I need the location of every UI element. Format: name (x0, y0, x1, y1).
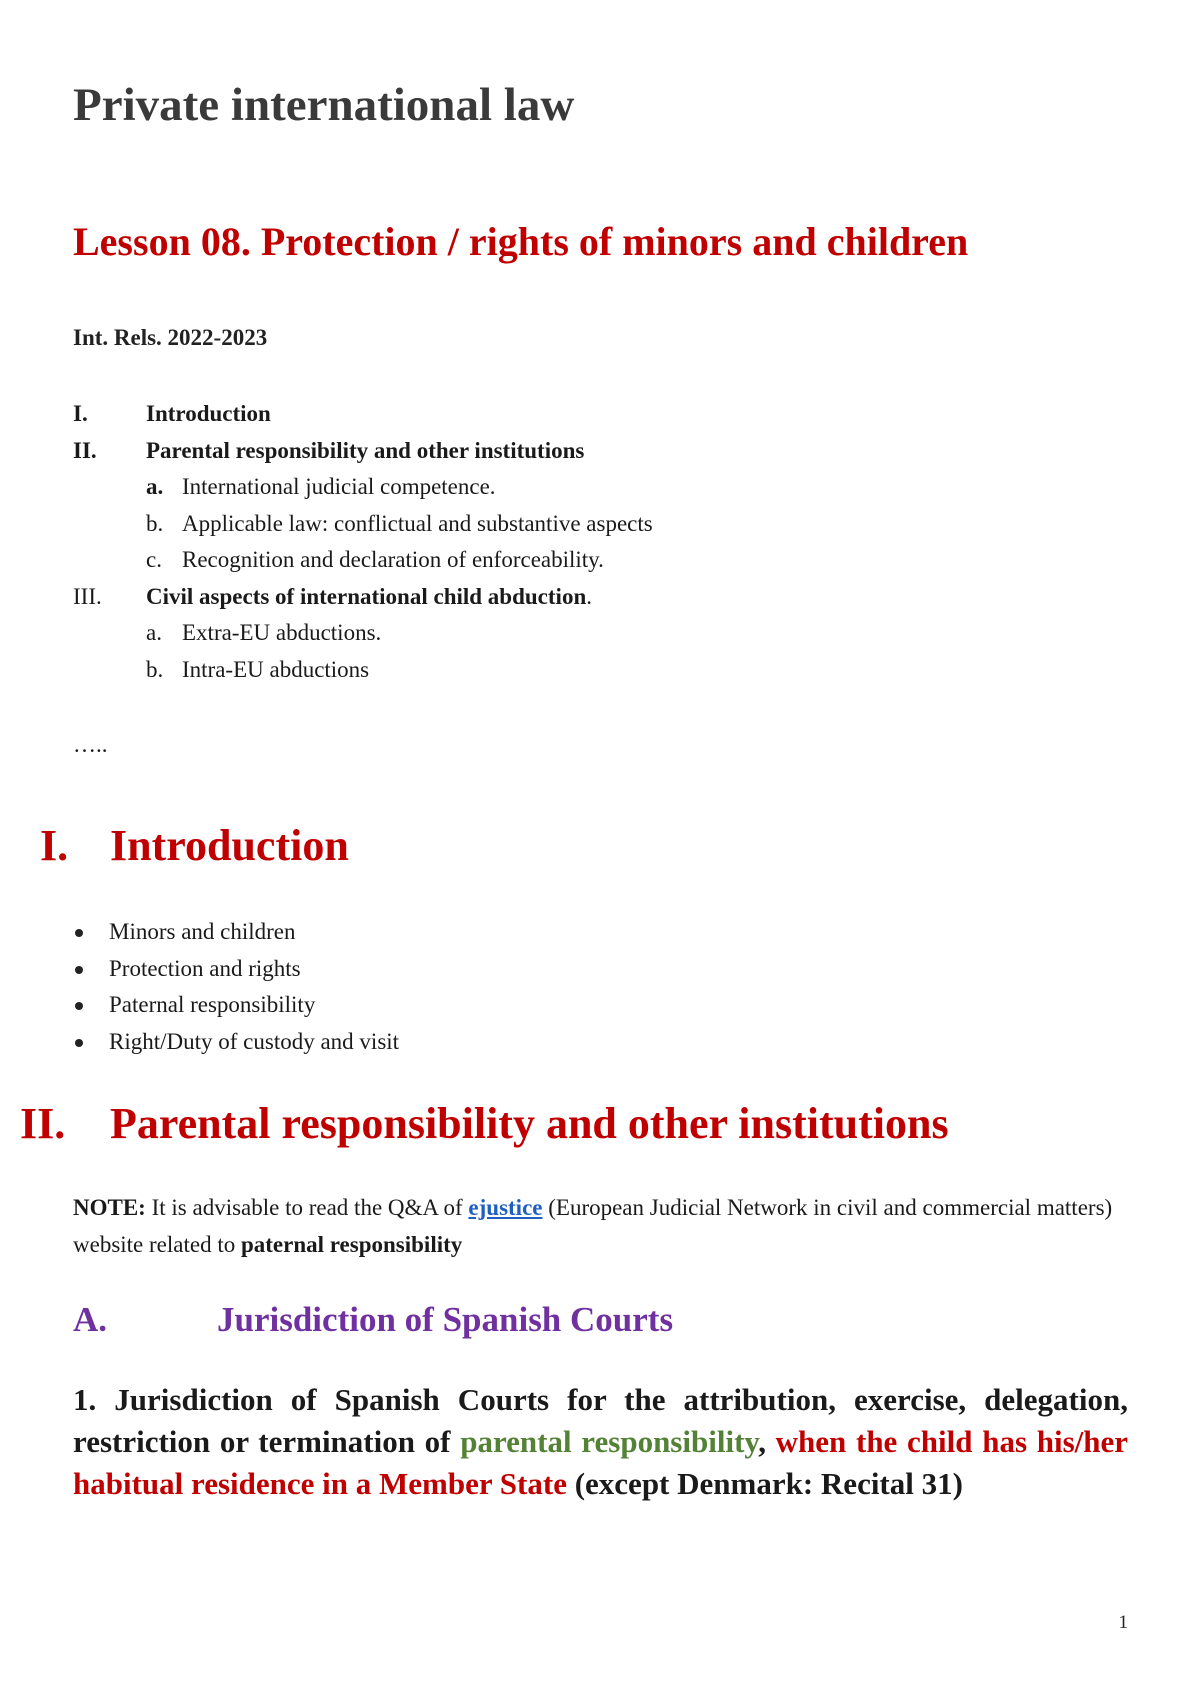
toc-subitem-label: Intra-EU abductions (182, 656, 370, 682)
list-item-text: Minors and children (109, 919, 296, 944)
jurisdiction-paragraph (73, 1379, 1128, 1505)
bullet-icon (75, 1002, 83, 1010)
toc-item-number: II. (73, 437, 97, 463)
toc-item-number: I. (73, 401, 88, 426)
toc-subitem-label: Applicable law: conflictual and substantive aspects (182, 510, 653, 536)
paragraph-text: , (758, 1424, 776, 1459)
note-text: It is advisable to read the Q&A of (145, 1195, 469, 1220)
page-number: 1 (1118, 1612, 1128, 1633)
intro-bullet-list (73, 914, 399, 1060)
lesson-title: Lesson 08. Protection / rights of minors and children (73, 219, 969, 264)
list-item (73, 914, 399, 951)
paragraph-highlight-red: when the child has his/her habitual residence in a Member State (73, 1424, 1129, 1501)
list-item (73, 1024, 399, 1061)
toc-subitem-letter: b. (146, 510, 164, 536)
bullet-icon (75, 966, 83, 974)
note-label: NOTE: (73, 1195, 146, 1220)
subsection-letter: A. (73, 1300, 108, 1339)
toc-subitem-label: Extra-EU abductions. (182, 620, 382, 645)
toc-item-label: Civil aspects of international child abduction (146, 583, 587, 609)
note-paragraph (73, 1190, 1133, 1263)
paragraph-text: 1. Jurisdiction of Spanish Courts for the attribution, exercise, delegation, restriction or termination of (73, 1382, 1128, 1459)
toc-item-label: Introduction (146, 401, 271, 426)
course-label: Int. Rels. 2022-2023 (73, 325, 268, 350)
toc-item-suffix: . (586, 583, 592, 609)
section-heading-intro: Introduction (110, 821, 349, 870)
toc-subitem-letter: c. (146, 547, 162, 572)
section-heading-parental: Parental responsibility and other institutions (110, 1099, 949, 1148)
subsection-heading: Jurisdiction of Spanish Courts (217, 1300, 674, 1339)
note-emphasis: paternal responsibility (240, 1231, 463, 1257)
toc-subitem-letter: b. (146, 656, 164, 682)
toc-subitem-letter: a. (146, 620, 162, 645)
list-item (73, 987, 399, 1024)
toc-item-number: III. (73, 583, 102, 609)
section-number-parental: II. (20, 1099, 66, 1148)
toc-ellipsis: ….. (73, 732, 108, 757)
toc-item-label: Parental responsibility and other institutions (146, 437, 585, 463)
note-text: (European Judicial Network in civil and commercial matters) website related to (73, 1195, 1113, 1257)
paragraph-highlight-green: parental responsibility (460, 1424, 759, 1459)
list-item-text: Paternal responsibility (109, 992, 316, 1017)
list-item-text: Protection and rights (109, 955, 301, 981)
list-item (73, 951, 399, 988)
bullet-icon (75, 929, 83, 937)
ejustice-link[interactable]: ejustice (468, 1195, 543, 1220)
document-title: Private international law (73, 79, 575, 131)
list-item-text: Right/Duty of custody and visit (109, 1028, 400, 1054)
toc-subitem-label: Recognition and declaration of enforceability. (182, 547, 604, 572)
toc-subitem-letter: a. (146, 474, 164, 499)
section-number-intro: I. (40, 821, 69, 870)
paragraph-text: (except Denmark: Recital 31) (566, 1466, 963, 1501)
bullet-icon (75, 1039, 83, 1047)
toc-subitem-label: International judicial competence. (182, 474, 496, 499)
